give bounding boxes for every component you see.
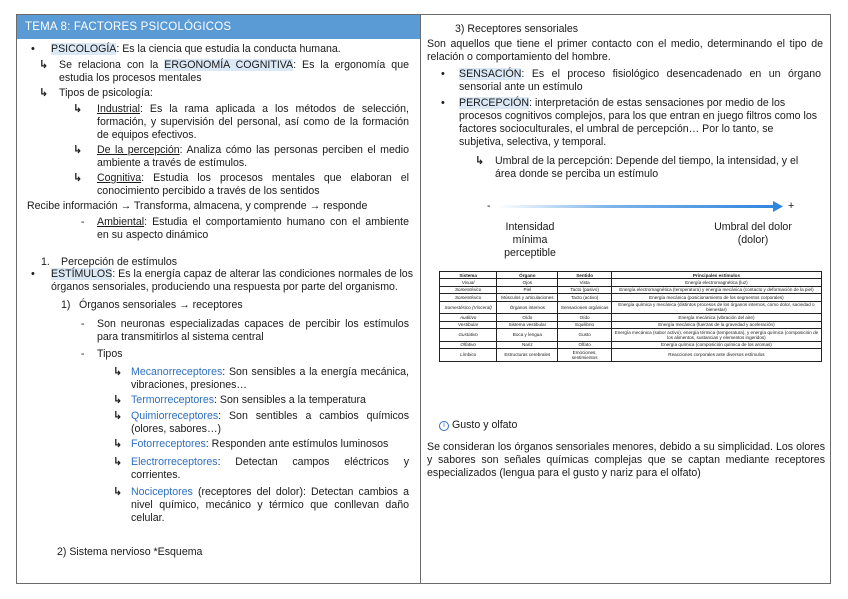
sistema-nervioso-line: 2) Sistema nervioso *Esquema: [57, 546, 203, 558]
corner-arrow-icon: ↳: [113, 438, 123, 450]
umbral-dolor-label: Umbral del dolor (dolor): [714, 221, 792, 246]
ergonomia-term: ERGONOMÍA COGNITIVA: [164, 59, 294, 71]
table-row: Gustativo Boca y lengua Gusto Energía mecánica (sabor activo), energía térmica (temperatura), y energía química (composición de los alimentos, sustancias y elementos ingeridos): [440, 328, 822, 341]
dash-icon: -: [81, 318, 85, 330]
corner-arrow-icon: ↳: [39, 87, 49, 99]
psicologia-line: [51, 43, 417, 56]
corner-arrow-icon: ↳: [113, 410, 123, 422]
termo-item: Termorreceptores: Son sensibles a la temperatura: [131, 394, 366, 406]
table-header-cell: Sentido: [558, 272, 611, 279]
mecano-item: Mecanorreceptores: Son sensibles a la energía mecánica, vibraciones, presiones…: [131, 366, 409, 391]
receptores-heading: 3) Receptores sensoriales: [455, 23, 579, 35]
sensacion-item: SENSACIÓN: Es el proceso fisiológico desencadenado en un órgano sensorial ante un estímulo: [459, 68, 821, 93]
corner-arrow-icon: ↳: [113, 486, 123, 498]
scale-plus-label: +: [788, 200, 795, 212]
dash-icon: -: [81, 216, 85, 228]
table-header-cell: Sistema: [440, 272, 497, 279]
table-header-row: [440, 272, 822, 279]
section-title: Percepción de estímulos: [61, 256, 178, 268]
right-column: [420, 14, 831, 584]
psicologia-def: : Es la ciencia que estudia la conducta humana.: [116, 43, 341, 55]
intensity-gradient-bar: [497, 205, 775, 208]
dash-icon: -: [81, 348, 85, 360]
table-row: Somestésico Piel Tacto (pasivo) Energía electromagnética (temperatura) y energía mecánica (contacto y deformación de la piel): [440, 286, 822, 293]
table-row: Visual Ojos Vista Energía electromagnética (luz): [440, 279, 822, 286]
subsection-title: Órganos sensoriales → receptores: [79, 299, 243, 311]
corner-arrow-icon: ↳: [73, 172, 83, 184]
table-row: Somestésico Músculos y articulaciones Tacto (activo) Energía mecánica (posicionamiento de los segmentos corporales): [440, 294, 822, 301]
corner-arrow-icon: ↳: [113, 394, 123, 406]
corner-arrow-icon: ↳: [39, 59, 49, 71]
neuronas-item: Son neuronas especializadas capaces de percibir los estímulos para transmitirlos al sistema central: [97, 318, 409, 343]
recibe-line: Recibe información → Transforma, almacena, y comprende → responde: [27, 200, 368, 212]
page-title: TEMA 8: FACTORES PSICOLÓGICOS: [17, 15, 421, 39]
bullet-icon: •: [31, 268, 35, 280]
corner-arrow-icon: ↳: [113, 456, 123, 468]
info-circle-icon: i: [439, 421, 449, 431]
percepcion-def-item: PERCEPCIÓN: interpretación de estas sensaciones por medio de los procesos cognitivos complejos, para los que entran en juego filtros como los factores socioculturales, el umbral de percepción… Por lo tanto, se subjetiva, selectiva, y temporal.: [459, 97, 818, 148]
tipos-heading: Tipos de psicología:: [59, 87, 153, 99]
corner-arrow-icon: ↳: [73, 103, 83, 115]
psicologia-term: PSICOLOGÍA: [51, 43, 117, 55]
tipos-item: Tipos: [97, 348, 123, 360]
left-column: [16, 14, 420, 584]
table-row: Auditivo Oído Oído Energía mecánica (vibración del aire): [440, 314, 822, 321]
industrial-item: Industrial: Es la rama aplicada a los métodos de selección, formación, y supervisión del personal, así como de la formación de equipos efectivos.: [97, 103, 409, 141]
electro-item: Electrorreceptores: Detectan campos eléctricos y corrientes.: [131, 456, 409, 481]
table-header-cell: Órgano: [497, 272, 558, 279]
gusto-heading: i Gusto y olfato: [439, 419, 739, 432]
sensory-systems-table: [439, 271, 822, 362]
subsection-number: 1): [61, 299, 71, 311]
bullet-icon: •: [31, 43, 35, 55]
table-row: Límbico Estructuras cerebrales Emociones, sentimientos Reacciones corporales ante diversos estímulos: [440, 348, 822, 361]
quimio-item: Quimiorreceptores: Son sentibles a cambios químicos (olores, sabores…): [131, 410, 409, 435]
scale-minus-label: -: [487, 200, 491, 212]
corner-arrow-icon: ↳: [475, 155, 485, 167]
gusto-paragraph: Se consideran los órganos sensoriales menores, debido a su simplicidad. Los olores y sabores son señales químicas complejas que se captan mediante receptores especializados (lengua para el gusto y nariz para el olfato): [427, 441, 825, 479]
section-number: 1.: [41, 256, 50, 268]
foto-item: Fotorreceptores: Responden ante estímulos luminosos: [131, 438, 389, 450]
intensidad-label: Intensidad mínima perceptible: [504, 221, 556, 259]
bullet-icon: •: [441, 68, 445, 80]
table-header-cell: Principales estímulos: [611, 272, 821, 279]
ambiental-item: Ambiental: Estudia el comportamiento humano con el ambiente en su aspecto dinámico: [97, 216, 409, 241]
cognitiva-item: Cognitiva: Estudia los procesos mentales que elaboran el conocimiento percibido a través de los sentidos: [97, 172, 409, 197]
ergonomia-line: Se relaciona con la ERGONOMÍA COGNITIVA: Es la ergonomía que estudia los procesos mentales: [59, 59, 409, 84]
estimulos-line: ESTÍMULOS: Es la energía capaz de alterar las condiciones normales de los órganos sensoriales, produciendo una respuesta por parte del organismo.: [51, 268, 413, 293]
table-row: Olfativo Nariz Olfato Energía química (composición química de los aromas): [440, 341, 822, 348]
noci-item: Nociceptores (receptores del dolor): Detectan cambios a nivel químico, mecánico y térmico que conllevan daño celular.: [131, 486, 409, 524]
umbral-item: Umbral de la percepción: Depende del tiempo, la intensidad, y el área donde se perciba un estímulo: [495, 155, 799, 180]
corner-arrow-icon: ↳: [113, 366, 123, 378]
corner-arrow-icon: ↳: [73, 144, 83, 156]
table-row: Vestibular Sistema vestibular Equilibrio Energía mecánica (fuerzas de la gravedad y aceleración): [440, 321, 822, 328]
percepcion-item: De la percepción: Analiza cómo las personas perciben el medio ambiente a través de estímulos.: [97, 144, 409, 169]
bullet-icon: •: [441, 97, 445, 109]
arrowhead-icon: [773, 201, 783, 212]
table-row: Somestésico (Vísceral) Órganos internos Sensaciones orgánicas Energía química y mecánica (distintos procesos de los órganos internos, como dolor, saciedad o bienestar): [440, 301, 822, 314]
receptores-intro: Son aquellos que tiene el primer contacto con el medio, determinando el tipo de relación o comportamiento del hombre.: [427, 38, 823, 63]
